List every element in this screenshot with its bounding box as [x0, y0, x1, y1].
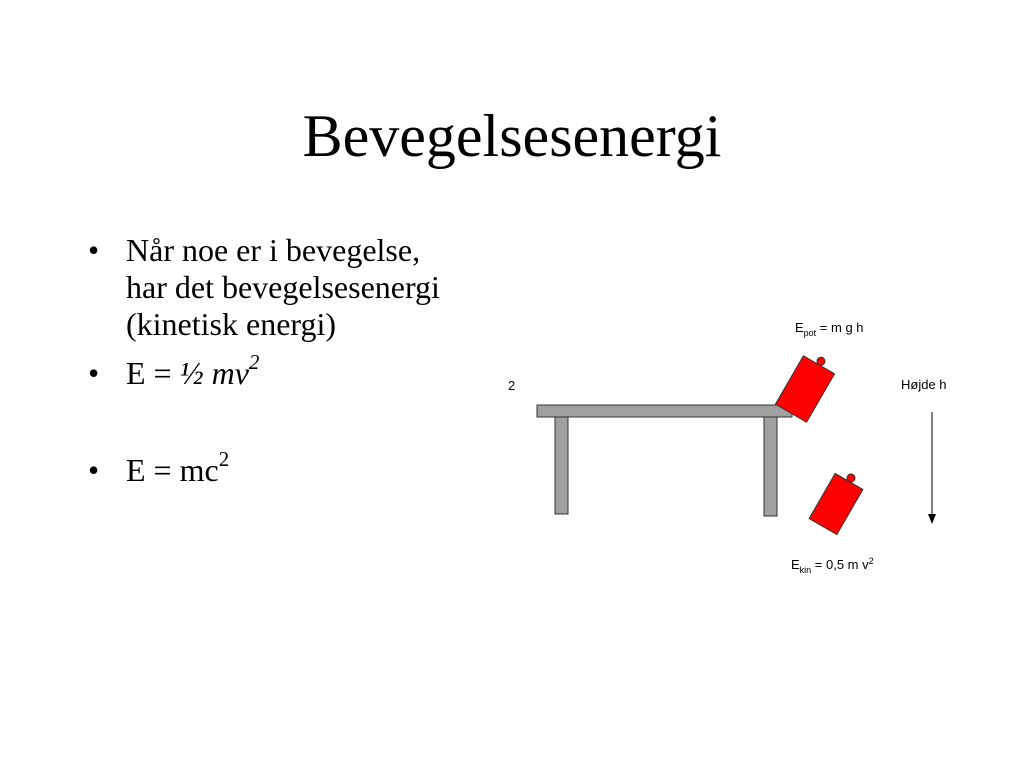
ekin-subscript: kin [799, 565, 812, 575]
height-label: Højde h [901, 377, 947, 392]
formula-prefix: E = [126, 355, 180, 391]
energy-figure [500, 310, 970, 590]
bullet-item-kinetic-formula [88, 350, 448, 392]
bullet-item-motion [88, 232, 448, 343]
bullet-text: Når noe er i bevegelse, har det bevegelsesenergi (kinetisk energi) [126, 232, 440, 342]
bullet-marker: • [88, 232, 100, 268]
epot-formula: = m g h [816, 320, 864, 335]
slide-title: Bevegelsesenergi [302, 103, 722, 169]
bullet-item-einstein-formula [88, 447, 448, 489]
formula-prefix: E = mc [126, 452, 219, 488]
figure-number-label: 2 [508, 378, 516, 393]
formula-exponent-text: 2 [248, 350, 260, 375]
ekin-superscript: 2 [868, 556, 874, 566]
ekin-formula: = 0,5 m v [811, 557, 869, 572]
formula-exponent: 2 [218, 447, 230, 472]
bullet-list [88, 232, 448, 489]
formula-exponent [249, 350, 260, 374]
table-leg-left [555, 417, 568, 514]
table [537, 405, 792, 516]
height-arrow-icon [928, 412, 936, 524]
epot-symbol: E [795, 320, 804, 335]
bullet-marker: • [88, 355, 100, 391]
box-body [809, 473, 863, 534]
table-leg-right [764, 417, 777, 516]
epot-label [795, 320, 864, 338]
bullet-marker: • [88, 452, 100, 488]
table-top [537, 405, 792, 417]
ekin-symbol: E [791, 557, 800, 572]
epot-subscript: pot [803, 328, 817, 338]
formula-italic: ½ mv [179, 355, 249, 391]
ekin-label [791, 556, 874, 575]
box-falling [809, 467, 867, 535]
